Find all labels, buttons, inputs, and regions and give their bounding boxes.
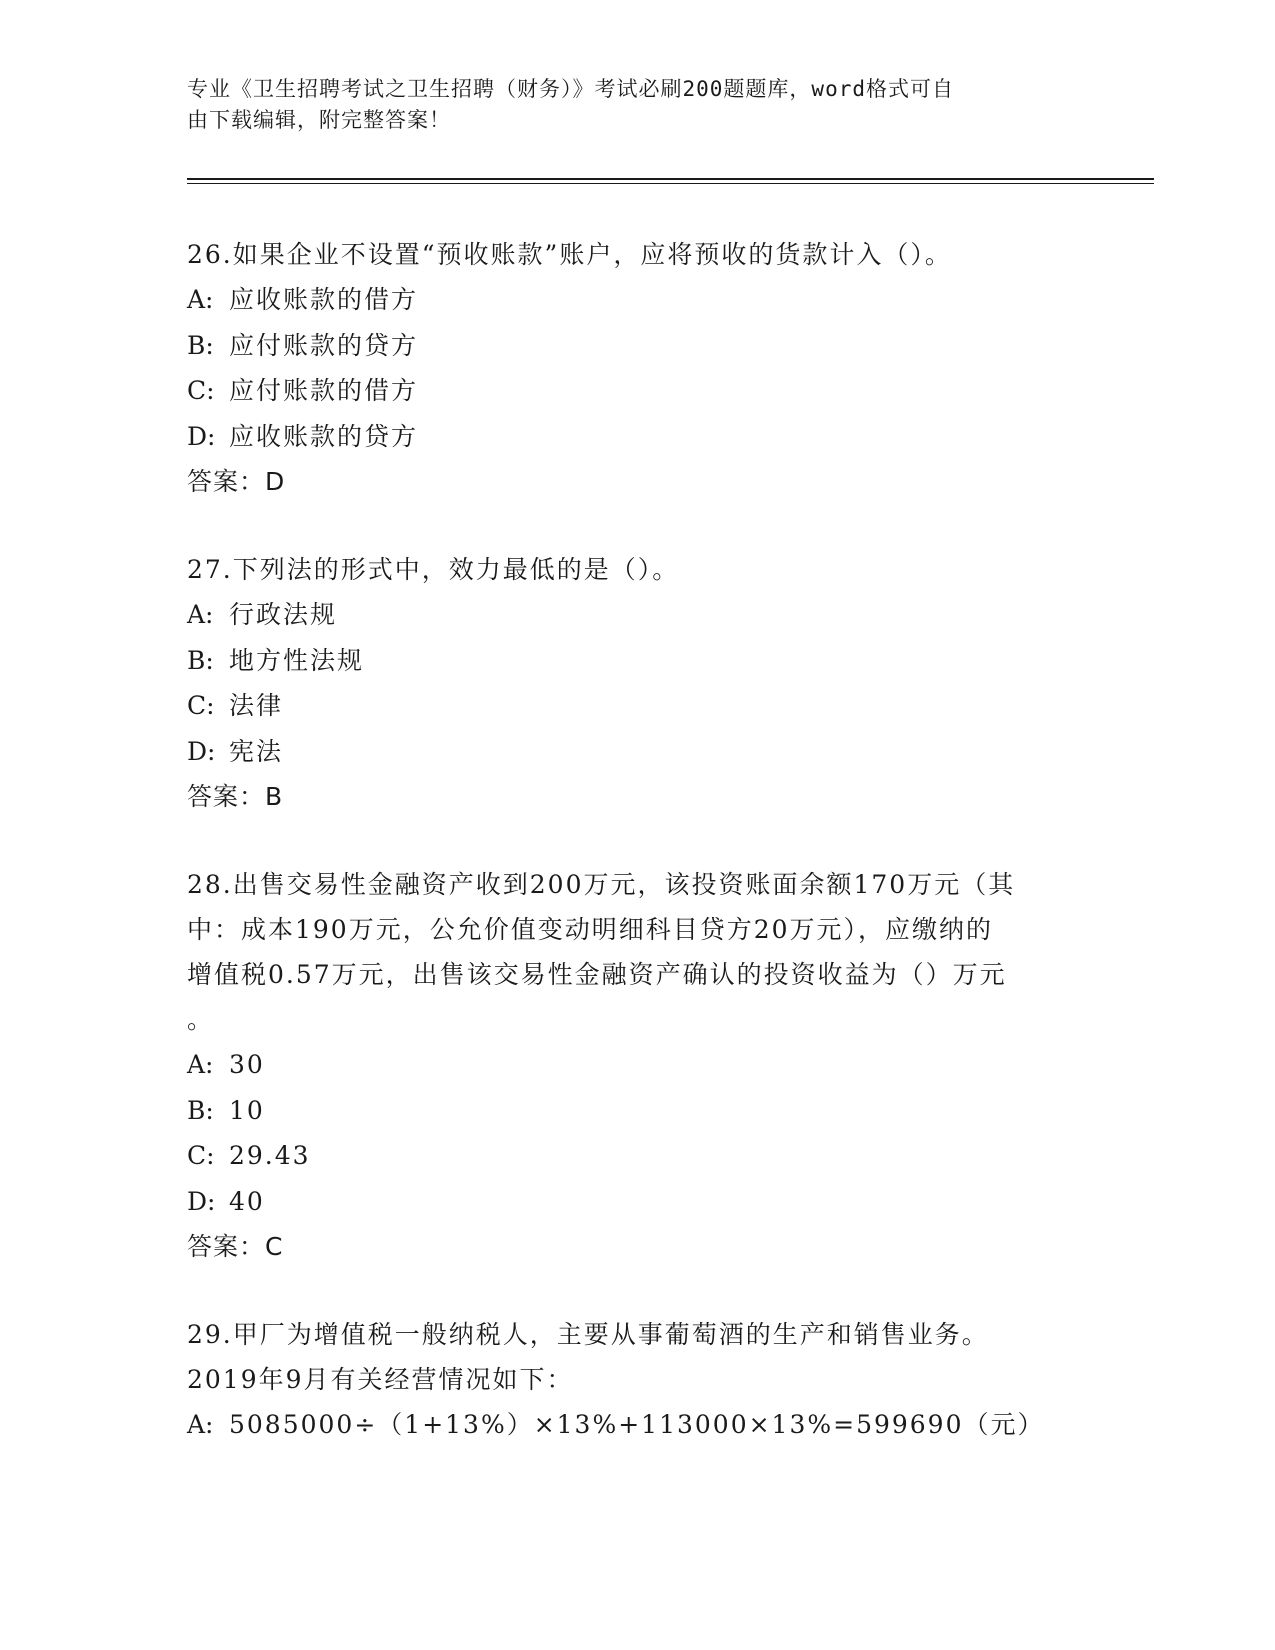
document-header bbox=[187, 74, 1067, 136]
option-label: D: bbox=[187, 421, 216, 451]
question-list bbox=[187, 232, 1067, 1490]
option-label: A: bbox=[187, 1050, 214, 1079]
option-d bbox=[187, 729, 1067, 775]
question-text-line-1: 29.甲厂为增值税一般纳税人，主要从事葡萄酒的生产和销售业务。 bbox=[187, 1320, 989, 1349]
question-29 bbox=[187, 1312, 1067, 1448]
option-d bbox=[187, 414, 1067, 460]
option-c bbox=[187, 368, 1067, 414]
option-b bbox=[187, 1088, 1067, 1134]
option-text: 应收账款的借方 bbox=[229, 285, 419, 314]
answer: 答案：C bbox=[187, 1232, 284, 1261]
question-text-line-4: 。 bbox=[187, 1005, 215, 1034]
option-label: D: bbox=[187, 736, 216, 766]
option-text: 地方性法规 bbox=[229, 645, 365, 675]
option-text: 应付账款的借方 bbox=[229, 376, 419, 405]
option-label: A: bbox=[187, 600, 214, 629]
question-27 bbox=[187, 547, 1067, 820]
option-a bbox=[187, 592, 1067, 638]
option-b bbox=[187, 638, 1067, 684]
question-text: 27.下列法的形式中，效力最低的是（）。 bbox=[187, 555, 680, 584]
option-label: D: bbox=[187, 1186, 216, 1216]
option-text: 行政法规 bbox=[229, 600, 338, 629]
option-text: 10 bbox=[229, 1095, 265, 1125]
option-label: B: bbox=[187, 645, 214, 675]
question-text-line-2: 2019年9月有关经营情况如下： bbox=[187, 1365, 574, 1394]
option-d bbox=[187, 1179, 1067, 1225]
option-label: C: bbox=[187, 376, 215, 405]
option-label: C: bbox=[187, 1141, 215, 1170]
answer: 答案：B bbox=[187, 782, 284, 811]
header-divider-thin bbox=[187, 183, 1154, 184]
option-label: A: bbox=[187, 285, 214, 314]
header-divider-thick bbox=[187, 178, 1154, 180]
option-a bbox=[187, 277, 1067, 323]
option-text: 40 bbox=[229, 1186, 265, 1216]
option-text: 30 bbox=[229, 1050, 265, 1079]
option-text: 法律 bbox=[229, 691, 284, 720]
question-text-line-1: 28.出售交易性金融资产收到200万元，该投资账面余额170万元（其 bbox=[187, 870, 1016, 899]
header-line-1: 专业《卫生招聘考试之卫生招聘（财务）》考试必刷200题题库，word格式可自 bbox=[187, 77, 954, 101]
question-text: 26.如果企业不设置“预收账款”账户，应将预收的货款计入（）。 bbox=[187, 240, 952, 269]
option-label: B: bbox=[187, 1095, 214, 1125]
option-text: 应收账款的贷方 bbox=[229, 421, 419, 451]
header-line-2: 由下载编辑，附完整答案！ bbox=[187, 108, 451, 132]
option-text: 应付账款的贷方 bbox=[229, 330, 419, 360]
option-label: A: bbox=[187, 1410, 214, 1439]
option-a bbox=[187, 1042, 1067, 1088]
question-text-line-3: 增值税0.57万元，出售该交易性金融资产确认的投资收益为（）万元 bbox=[187, 960, 1007, 989]
option-a bbox=[187, 1402, 1067, 1448]
question-26 bbox=[187, 232, 1067, 505]
option-c bbox=[187, 683, 1067, 729]
option-text: 29.43 bbox=[229, 1141, 311, 1170]
answer: 答案：D bbox=[187, 467, 286, 496]
option-b bbox=[187, 323, 1067, 369]
option-c bbox=[187, 1133, 1067, 1179]
option-text: 5085000÷（1+13%）×13%+113000×13%=599690（元） bbox=[229, 1410, 1045, 1439]
option-text: 宪法 bbox=[229, 736, 284, 766]
question-text-line-2: 中：成本190万元，公允价值变动明细科目贷方20万元），应缴纳的 bbox=[187, 915, 994, 944]
option-label: B: bbox=[187, 330, 214, 360]
option-label: C: bbox=[187, 691, 215, 720]
question-28 bbox=[187, 862, 1067, 1270]
